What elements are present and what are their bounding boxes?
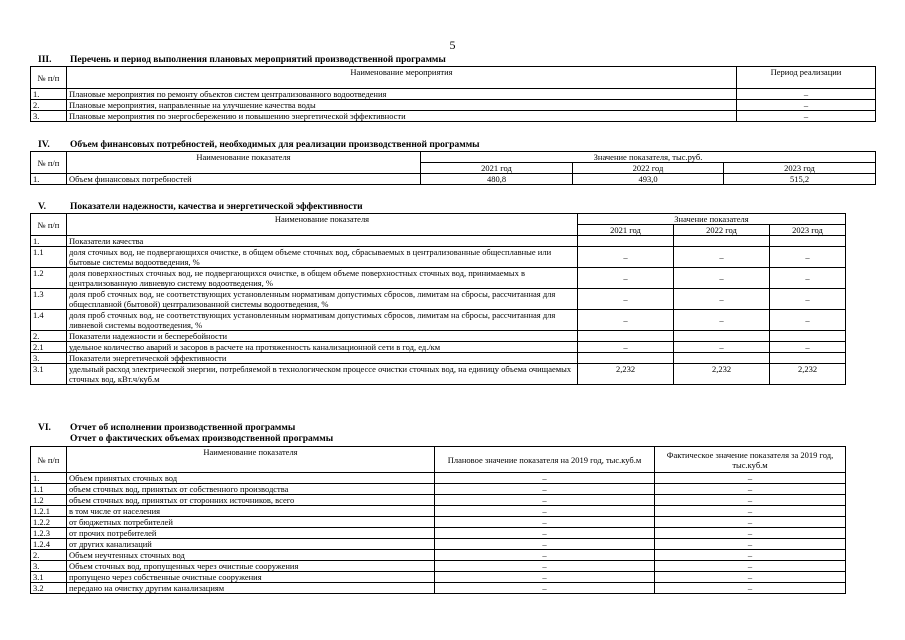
- section-3-title-text: Перечень и период выполнения плановых мероприятий производственной программы: [70, 55, 446, 65]
- row-value: –: [578, 247, 674, 268]
- row-name: Объем принятых сточных вод: [67, 473, 435, 484]
- table-row: [31, 517, 846, 528]
- table-row: [31, 539, 846, 550]
- table-row: [31, 495, 846, 506]
- row-name: Плановые мероприятия, направленные на улучшение качества воды: [67, 100, 737, 111]
- header-no: № п/п: [31, 214, 67, 236]
- row-name: Объем сточных вод, пропущенных через очистные сооружения: [67, 561, 435, 572]
- row-name: доля поверхностных сточных вод, не подвергающихся очистке, в общем объеме поверхностных сточных вод, принимаемых в централизованную ливневую систему водоотведения, %: [67, 268, 578, 289]
- row-no: 1.1: [31, 247, 67, 268]
- table-row: [31, 342, 846, 353]
- row-no: 3.1: [31, 364, 67, 385]
- section-5-number: V.: [38, 202, 47, 212]
- row-no: 1.2.2: [31, 517, 67, 528]
- row-value: –: [578, 268, 674, 289]
- row-name: Плановые мероприятия по энергосбережению и повышению энергетической эффективности: [67, 111, 737, 122]
- row-fact: –: [655, 561, 846, 572]
- header-actual-value: Фактическое значение показателя за 2019 год, тыс.куб.м: [655, 447, 846, 473]
- row-no: 1.4: [31, 310, 67, 331]
- row-value: –: [578, 342, 674, 353]
- section-6-number: VI.: [38, 423, 51, 433]
- row-name: от прочих потребителей: [67, 528, 435, 539]
- table-row: [31, 89, 876, 100]
- table-row: [31, 174, 876, 185]
- table-row: [31, 528, 846, 539]
- header-measure-name: Наименование мероприятия: [67, 67, 737, 89]
- row-no: 1.1: [31, 484, 67, 495]
- section-6-subtitle: Отчет о фактических объемах производственной программы: [70, 434, 334, 444]
- section-4-title-text: Объем финансовых потребностей, необходимых для реализации производственной программы: [70, 140, 480, 150]
- section-5-title-text: Показатели надежности, качества и энергетической эффективности: [70, 202, 363, 212]
- row-no: 1.2.4: [31, 539, 67, 550]
- row-no: 2.: [31, 331, 67, 342]
- row-name: Объем финансовых потребностей: [67, 174, 421, 185]
- row-fact: –: [655, 517, 846, 528]
- row-value: –: [674, 342, 770, 353]
- table-row: [31, 111, 876, 122]
- table-row: [31, 473, 846, 484]
- row-value: –: [770, 310, 846, 331]
- row-value: –: [770, 247, 846, 268]
- row-name: в том числе от населения: [67, 506, 435, 517]
- header-no: № п/п: [31, 152, 67, 174]
- table-row: [31, 506, 846, 517]
- row-value: –: [674, 289, 770, 310]
- row-plan: –: [435, 506, 655, 517]
- row-plan: –: [435, 495, 655, 506]
- row-value: 2,232: [674, 364, 770, 385]
- row-no: 3.: [31, 353, 67, 364]
- header-no: № п/п: [31, 67, 67, 89]
- row-name: объем сточных вод, принятых от сторонних источников, всего: [67, 495, 435, 506]
- row-name: объем сточных вод, принятых от собственного производства: [67, 484, 435, 495]
- row-value: 2,232: [770, 364, 846, 385]
- row-plan: –: [435, 484, 655, 495]
- row-no: 1.: [31, 236, 67, 247]
- row-value: 515,2: [724, 174, 876, 185]
- row-name: передано на очистку другим канализациям: [67, 583, 435, 594]
- row-value: –: [578, 310, 674, 331]
- row-fact: –: [655, 528, 846, 539]
- row-fact: –: [655, 539, 846, 550]
- table-financial-needs: [30, 151, 876, 185]
- row-no: 1.2.3: [31, 528, 67, 539]
- table-row: [31, 100, 876, 111]
- row-plan: –: [435, 539, 655, 550]
- table-row: [31, 331, 846, 342]
- row-name: Показатели энергетической эффективности: [67, 353, 578, 364]
- header-year: 2023 год: [770, 225, 846, 236]
- section-3-number: III.: [38, 55, 52, 65]
- header-year: 2022 год: [674, 225, 770, 236]
- row-no: 3.2: [31, 583, 67, 594]
- row-plan: –: [435, 583, 655, 594]
- row-fact: –: [655, 495, 846, 506]
- row-value: 493,0: [573, 174, 724, 185]
- row-name: от других канализаций: [67, 539, 435, 550]
- table-row: [31, 583, 846, 594]
- header-year: 2021 год: [578, 225, 674, 236]
- header-indicator-value: Значение показателя, тыс.руб.: [421, 152, 876, 163]
- row-period: –: [737, 100, 876, 111]
- table-row: [31, 484, 846, 495]
- header-indicator-name: Наименование показателя: [67, 447, 435, 473]
- table-row: [31, 364, 846, 385]
- row-no: 1.: [31, 174, 67, 185]
- row-name: от бюджетных потребителей: [67, 517, 435, 528]
- row-no: 2.: [31, 100, 67, 111]
- table-planned-measures: [30, 66, 876, 122]
- row-name: доля сточных вод, не подвергающихся очистке, в общем объеме сточных вод, сбрасываемых в централизованные общесплавные или бытовые системы водоотведения, %: [67, 247, 578, 268]
- row-no: 1.: [31, 473, 67, 484]
- row-name: Плановые мероприятия по ремонту объектов систем централизованного водоотведения: [67, 89, 737, 100]
- row-no: 1.: [31, 89, 67, 100]
- section-4-number: IV.: [38, 140, 50, 150]
- table-row: [31, 268, 846, 289]
- row-plan: –: [435, 572, 655, 583]
- row-name: пропущено через собственные очистные сооружения: [67, 572, 435, 583]
- row-value: –: [674, 247, 770, 268]
- table-row: [31, 353, 846, 364]
- row-fact: –: [655, 550, 846, 561]
- header-indicator-name: Наименование показателя: [67, 214, 578, 236]
- row-no: 1.2: [31, 268, 67, 289]
- table-row: [31, 247, 846, 268]
- row-fact: –: [655, 484, 846, 495]
- row-value: –: [770, 342, 846, 353]
- row-value: 2,232: [578, 364, 674, 385]
- header-plan-value: Плановое значение показателя на 2019 год, тыс.куб.м: [435, 447, 655, 473]
- section-4-title: [38, 140, 480, 150]
- table-row: [31, 572, 846, 583]
- row-no: 1.2: [31, 495, 67, 506]
- row-fact: –: [655, 583, 846, 594]
- row-fact: –: [655, 506, 846, 517]
- row-period: –: [737, 89, 876, 100]
- header-indicator-value: Значение показателя: [578, 214, 846, 225]
- row-plan: –: [435, 550, 655, 561]
- table-row: [31, 236, 846, 247]
- row-fact: –: [655, 572, 846, 583]
- row-name: Объем неучтенных сточных вод: [67, 550, 435, 561]
- row-period: –: [737, 111, 876, 122]
- header-period: Период реализации: [737, 67, 876, 89]
- row-no: 3.1: [31, 572, 67, 583]
- table-row: [31, 310, 846, 331]
- row-fact: –: [655, 473, 846, 484]
- section-6-title-text: Отчет об исполнении производственной программы: [70, 423, 296, 433]
- table-row: [31, 550, 846, 561]
- row-name: удельное количество аварий и засоров в расчете на протяженность канализационной сети в год, ед./км: [67, 342, 578, 353]
- section-5-title: [38, 202, 363, 212]
- table-row: [31, 561, 846, 572]
- header-year: 2022 год: [573, 163, 724, 174]
- header-indicator-name: Наименование показателя: [67, 152, 421, 174]
- header-year: 2023 год: [724, 163, 876, 174]
- row-value: –: [770, 268, 846, 289]
- row-name: Показатели надежности и бесперебойности: [67, 331, 578, 342]
- row-value: –: [770, 289, 846, 310]
- row-plan: –: [435, 517, 655, 528]
- header-no: № п/п: [31, 447, 67, 473]
- row-value: –: [674, 268, 770, 289]
- table-production-report: [30, 446, 846, 594]
- row-name: Показатели качества: [67, 236, 578, 247]
- row-value: 480,8: [421, 174, 573, 185]
- table-row: [31, 289, 846, 310]
- page-number: 5: [449, 38, 456, 52]
- table-reliability-indicators: [30, 213, 846, 385]
- row-no: 2.1: [31, 342, 67, 353]
- row-name: доля проб сточных вод, не соответствующих установленным нормативам допустимых сбросов, лимитам на сбросы, рассчитанная для общесплавной (бытовой) централизованной системы водоотведения, %: [67, 289, 578, 310]
- row-no: 1.3: [31, 289, 67, 310]
- row-plan: –: [435, 473, 655, 484]
- row-no: 1.2.1: [31, 506, 67, 517]
- row-no: 3.: [31, 561, 67, 572]
- row-name: доля проб сточных вод, не соответствующих установленным нормативам допустимых сбросов, лимитам на сбросы, рассчитанная для ливневой системы водоотведения, %: [67, 310, 578, 331]
- row-name: удельный расход электрической энергии, потребляемой в технологическом процессе очистки сточных вод, на единицу объема очищаемых сточных вод, кВт.ч/куб.м: [67, 364, 578, 385]
- row-no: 2.: [31, 550, 67, 561]
- row-plan: –: [435, 561, 655, 572]
- section-6-title: [38, 423, 295, 433]
- row-no: 3.: [31, 111, 67, 122]
- row-value: –: [578, 289, 674, 310]
- row-value: –: [674, 310, 770, 331]
- section-3-title: [38, 55, 446, 65]
- row-plan: –: [435, 528, 655, 539]
- header-year: 2021 год: [421, 163, 573, 174]
